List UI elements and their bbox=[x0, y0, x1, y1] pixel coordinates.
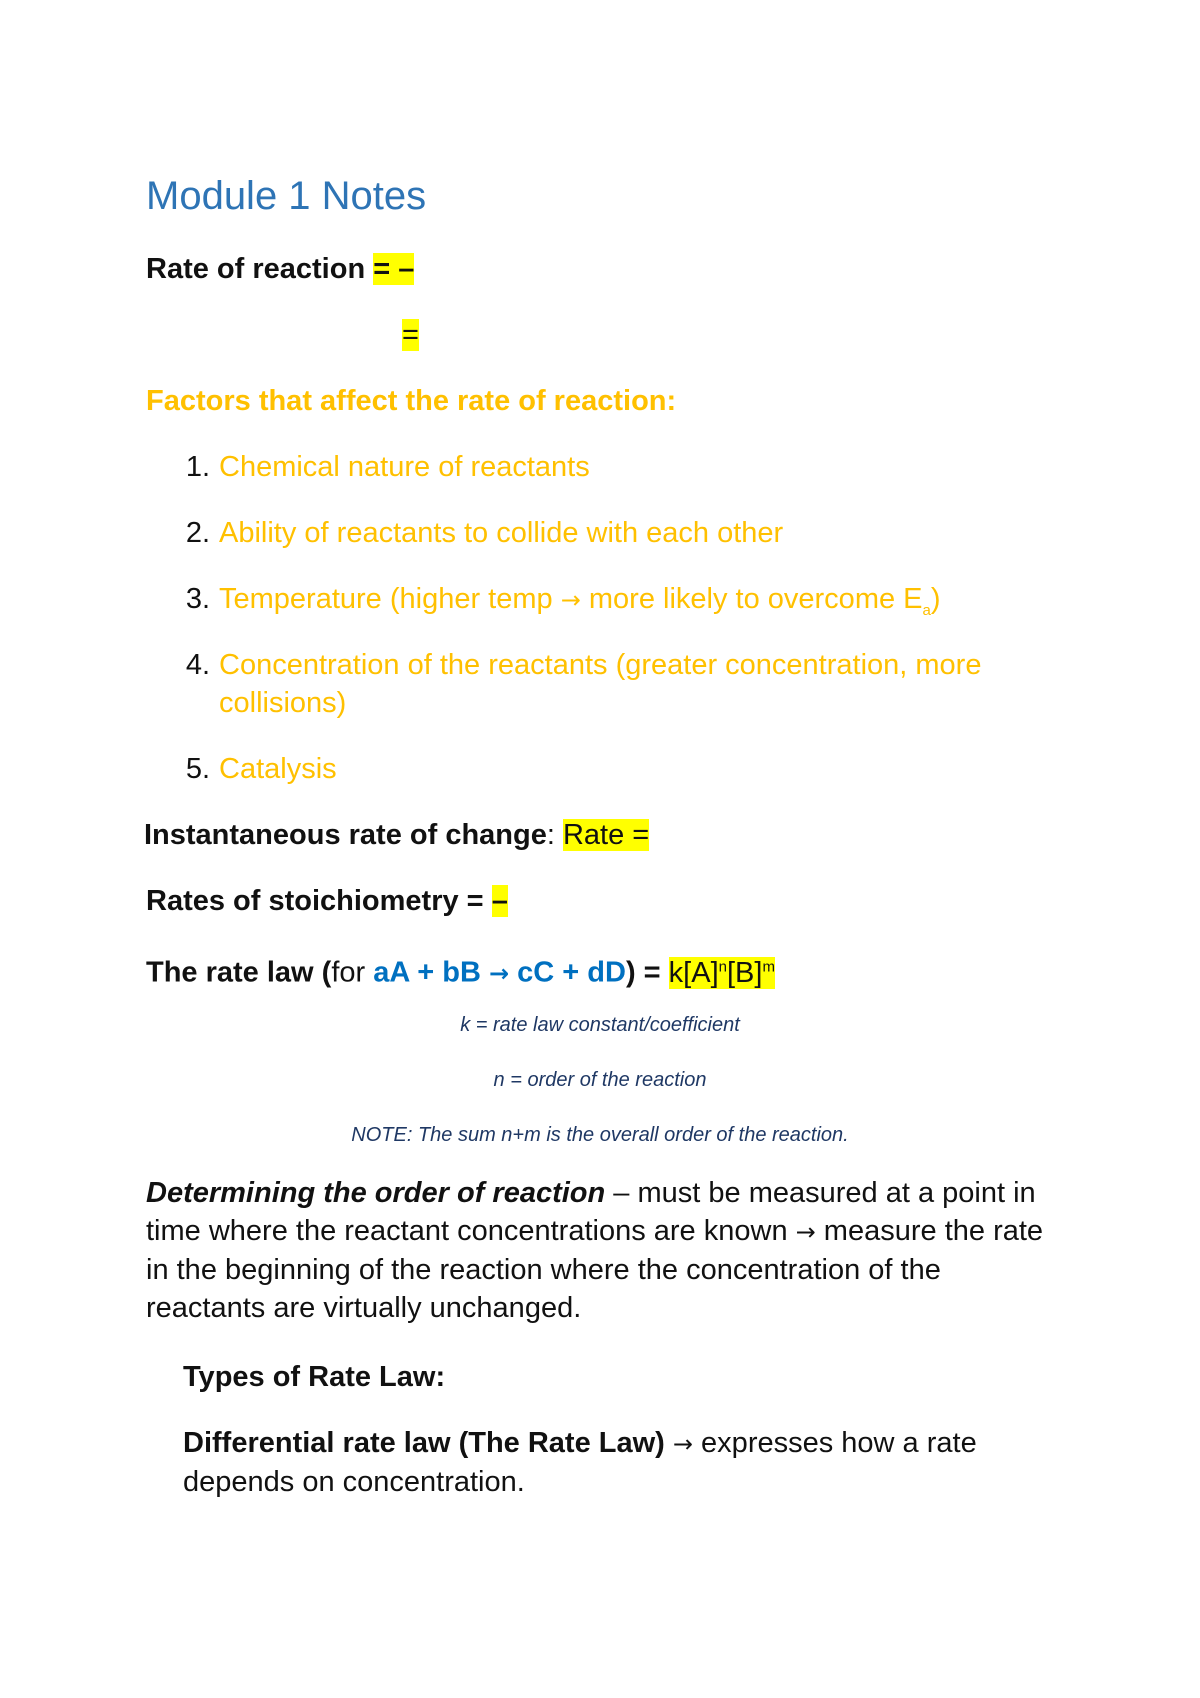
exponent-m: m bbox=[762, 958, 775, 975]
text-segment: ) bbox=[930, 583, 941, 615]
rate-of-reaction-label: Rate of reaction bbox=[146, 253, 374, 285]
factors-heading: Factors that affect the rate of reaction: bbox=[146, 385, 677, 417]
rate-law-equals: ) = bbox=[625, 956, 669, 989]
exponent-n: n bbox=[718, 958, 727, 975]
differential-text: expresses how a rate depends on concentration. bbox=[183, 1427, 977, 1498]
determining-text: – must be measured at a point in time where the reactant concentrations are known bbox=[146, 1177, 1036, 1247]
stoichiometry-line bbox=[146, 882, 508, 920]
types-heading: Types of Rate Law: bbox=[183, 1361, 446, 1393]
reaction-left: aA + bB bbox=[373, 956, 489, 989]
list-text: Ability of reactants to collide with each other bbox=[219, 517, 784, 549]
list-number: 5. bbox=[185, 753, 210, 785]
rate-law-expression bbox=[669, 957, 775, 989]
list-number: 1. bbox=[185, 451, 210, 483]
text-segment: Temperature (higher temp bbox=[219, 583, 561, 615]
order-note: NOTE: The sum n+m is the overall order of the reaction. bbox=[351, 1124, 849, 1146]
stoichiometry-value: – bbox=[491, 885, 508, 917]
n-definition: n = order of the reaction bbox=[493, 1069, 707, 1091]
k-definition: k = rate law constant/coefficient bbox=[460, 1014, 740, 1036]
differential-heading: Differential rate law (The Rate Law) bbox=[183, 1427, 673, 1459]
subscript: a bbox=[922, 601, 931, 619]
arrow-right-icon: → bbox=[489, 959, 510, 988]
rate-of-reaction-eq2: = bbox=[402, 319, 419, 351]
stoichiometry-label: Rates of stoichiometry = bbox=[146, 885, 492, 917]
determining-paragraph bbox=[146, 1174, 1046, 1327]
list-number: 4. bbox=[185, 649, 210, 681]
rate-law-b: [B] bbox=[726, 956, 763, 989]
reaction-right: cC + dD bbox=[509, 956, 626, 989]
list-text: Concentration of the reactants (greater concentration, more collisions) bbox=[219, 649, 982, 719]
arrow-right-icon: → bbox=[795, 1218, 816, 1246]
instantaneous-colon: : bbox=[546, 819, 563, 851]
instantaneous-line bbox=[144, 816, 649, 854]
rate-law-k: k[A] bbox=[668, 956, 719, 989]
instantaneous-value: Rate = bbox=[562, 819, 650, 851]
list-text: Catalysis bbox=[219, 753, 337, 785]
instantaneous-label: Instantaneous rate of change bbox=[144, 819, 547, 851]
list-text: Chemical nature of reactants bbox=[219, 451, 590, 483]
determining-heading: Determining the order of reaction bbox=[146, 1177, 606, 1209]
list-number: 3. bbox=[185, 583, 210, 615]
differential-paragraph bbox=[183, 1424, 1053, 1501]
rate-law-label: The rate law ( bbox=[146, 956, 332, 989]
text-segment: more likely to overcome E bbox=[580, 583, 923, 615]
determining-text: measure the rate in the beginning of the reaction where the concentration of the reactants are virtually unchanged. bbox=[146, 1215, 1044, 1324]
rate-of-reaction-eq2-line bbox=[402, 316, 419, 354]
arrow-right-icon: → bbox=[560, 586, 581, 614]
list-text bbox=[219, 580, 1069, 630]
rate-of-reaction-eq1: = – bbox=[373, 253, 415, 285]
rate-of-reaction-line bbox=[146, 250, 414, 288]
rate-law-for: for bbox=[331, 956, 374, 989]
page-title: Module 1 Notes bbox=[146, 174, 427, 218]
list-number: 2. bbox=[185, 517, 210, 549]
rate-law-line bbox=[146, 948, 775, 993]
arrow-right-icon: → bbox=[672, 1430, 693, 1458]
